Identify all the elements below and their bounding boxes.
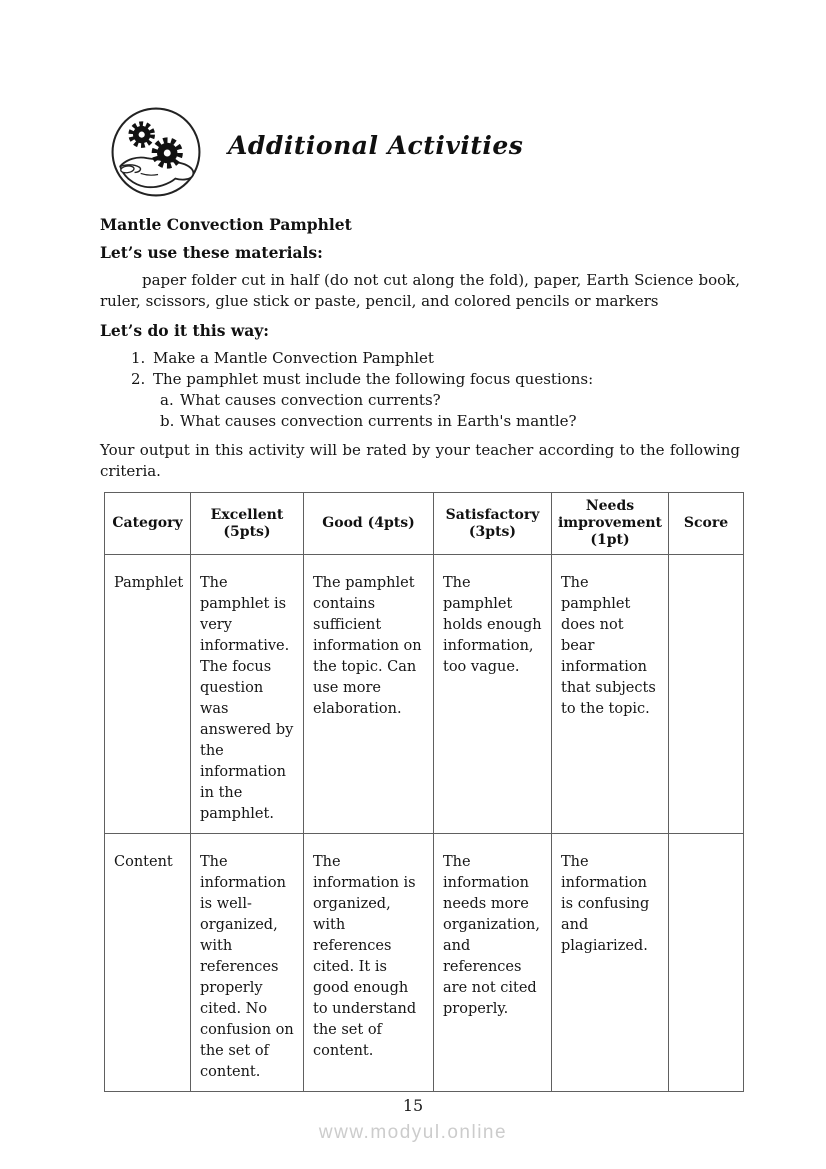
steps-label: Let’s do it this way: xyxy=(100,321,270,340)
substep-letter: a. xyxy=(160,391,174,409)
list-subitem xyxy=(100,411,740,432)
column-header-good: Good (4pts) xyxy=(304,493,434,555)
table-row xyxy=(105,555,744,834)
cell-satisfactory: The information needs more organization, and references are not cited properly. xyxy=(434,834,552,1092)
cell-score xyxy=(669,555,744,834)
step-text: Make a Mantle Convection Pamphlet xyxy=(153,349,434,367)
column-header-needs-improvement: Needs improvement (1pt) xyxy=(552,493,669,555)
column-header-satisfactory: Satisfactory (3pts) xyxy=(434,493,552,555)
cell-good: The pamphlet contains sufficient information on the topic. Can use more elaboration. xyxy=(304,555,434,834)
table-row xyxy=(105,834,744,1092)
column-header-category: Category xyxy=(105,493,191,555)
page-number: 15 xyxy=(402,1096,424,1115)
substep-text: What causes convection currents in Earth's mantle? xyxy=(180,412,577,430)
substep-letter: b. xyxy=(160,412,175,430)
column-header-score: Score xyxy=(669,493,744,555)
steps-list xyxy=(100,348,740,432)
cell-satisfactory: The pamphlet holds enough information, too vague. xyxy=(434,555,552,834)
materials-paragraph: paper folder cut in half (do not cut along the fold), paper, Earth Science book, ruler, scissors, glue stick or paste, pencil, and colored pencils or markers xyxy=(100,271,740,310)
rating-note: Your output in this activity will be rated by your teacher according to the following criteria. xyxy=(100,441,740,480)
list-item xyxy=(100,348,740,369)
step-number: 2. xyxy=(131,370,146,388)
cell-needs-improvement: The pamphlet does not bear information that subjects to the topic. xyxy=(552,555,669,834)
list-subitem xyxy=(100,390,740,411)
cell-category: Content xyxy=(105,834,191,1092)
materials-label: Let’s use these materials: xyxy=(100,243,323,262)
content-body xyxy=(100,214,740,1092)
hand-holding-gears-icon xyxy=(110,106,202,198)
step-text: The pamphlet must include the following focus questions: xyxy=(153,370,594,388)
rubric-table xyxy=(104,492,744,1092)
activity-heading: Mantle Convection Pamphlet xyxy=(100,215,352,234)
page-title: Additional Activities xyxy=(228,130,524,160)
cell-needs-improvement: The information is confusing and plagiarized. xyxy=(552,834,669,1092)
cell-score xyxy=(669,834,744,1092)
cell-excellent: The pamphlet is very informative. The focus question was answered by the information in the pamphlet. xyxy=(191,555,304,834)
section-header xyxy=(110,106,523,198)
table-header-row xyxy=(105,493,744,555)
cell-category: Pamphlet xyxy=(105,555,191,834)
list-item xyxy=(100,369,740,390)
step-number: 1. xyxy=(131,349,146,367)
cell-good: The information is organized, with references cited. It is good enough to understand the set of content. xyxy=(304,834,434,1092)
column-header-excellent: Excellent (5pts) xyxy=(191,493,304,555)
substep-text: What causes convection currents? xyxy=(180,391,441,409)
watermark-text: www.modyul.online xyxy=(318,1122,508,1143)
cell-excellent: The information is well-organized, with references properly cited. No confusion on the set of content. xyxy=(191,834,304,1092)
